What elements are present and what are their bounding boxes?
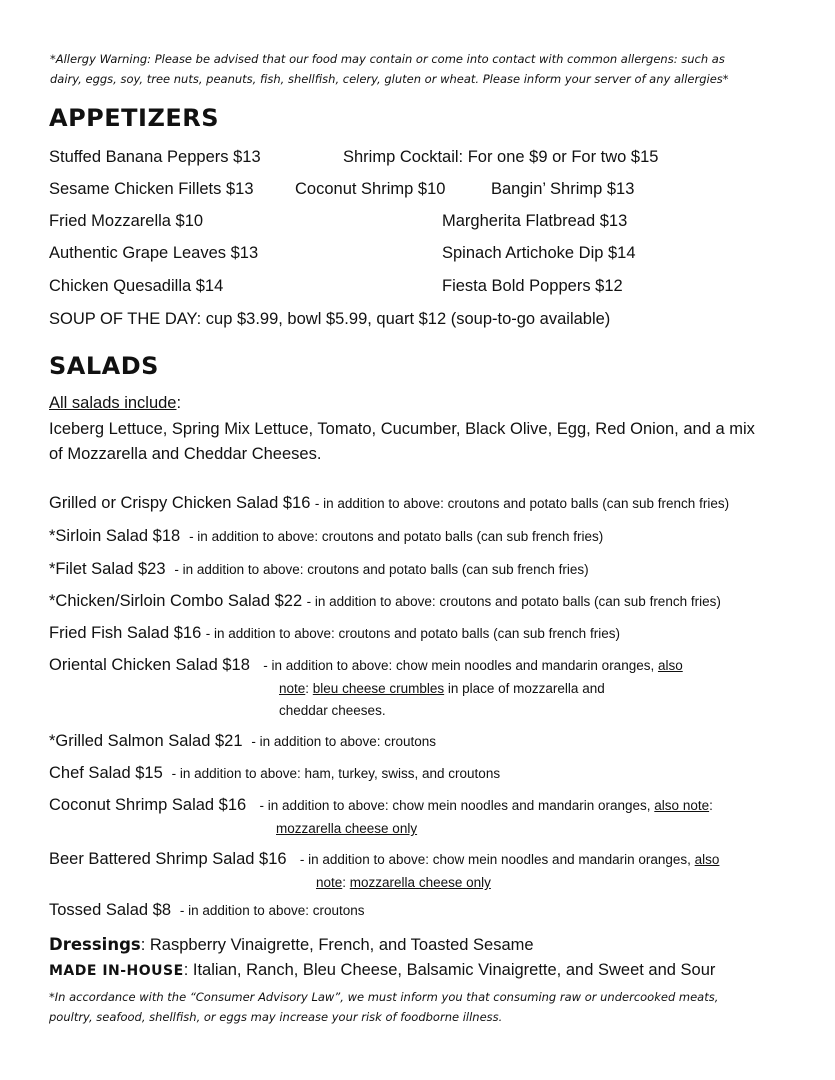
salad-desc-underlined: mozzarella cheese only: [349, 875, 491, 890]
salad-desc-colon: :: [305, 681, 313, 696]
salads-include-colon: :: [176, 394, 182, 412]
salad-desc-line2: [279, 681, 605, 696]
appetizer-item: Authentic Grape Leaves $13: [49, 244, 259, 262]
salad-desc-underlined: note: [316, 875, 343, 890]
appetizer-item: Spinach Artichoke Dip $14: [442, 244, 636, 262]
salad-name: Grilled or Crispy Chicken Salad $16: [49, 494, 311, 512]
salad-desc: - in addition to above: croutons and potato balls (can sub french fries): [174, 562, 589, 577]
salads-include-label-text: All salads include: [49, 394, 177, 412]
salad-name: Tossed Salad $8: [49, 901, 172, 919]
dressings-text: : Raspberry Vinaigrette, French, and Toasted Sesame: [140, 936, 534, 954]
salad-desc-underlined: also note: [654, 798, 710, 813]
salad-name: Oriental Chicken Salad $18: [49, 656, 250, 674]
consumer-advisory: [49, 987, 718, 1027]
soup-of-the-day: SOUP OF THE DAY: cup $3.99, bowl $5.99, quart $12 (soup-to-go available): [49, 310, 611, 328]
allergy-warning-line1: *Allergy Warning: Please be advised that our food may contain or come into contact with common allergens: such as: [50, 52, 725, 66]
appetizer-item: Bangin’ Shrimp $13: [491, 180, 635, 198]
salad-desc: - in addition to above: croutons and potato balls (can sub french fries): [314, 496, 730, 511]
salads-include-line1: Iceberg Lettuce, Spring Mix Lettuce, Tomato, Cucumber, Black Olive, Egg, Red Onion, and a mix: [49, 420, 755, 438]
appetizer-item: Margherita Flatbread $13: [442, 212, 628, 230]
salad-desc-line2: [316, 875, 491, 890]
salad-row: [49, 796, 713, 815]
salads-include-label: [49, 394, 181, 413]
salad-desc-rest: in place of mozzarella and: [444, 681, 605, 696]
appetizers-heading: APPETIZERS: [49, 104, 220, 132]
salad-desc-underlined: also: [694, 852, 720, 867]
salad-row: [49, 732, 436, 751]
dressings-line: [49, 935, 534, 955]
appetizer-item: Coconut Shrimp $10: [295, 180, 446, 198]
made-in-house-line: [49, 961, 715, 980]
salad-desc: - in addition to above: chow mein noodles and mandarin oranges,: [259, 798, 655, 813]
salad-desc: - in addition to above: croutons and potato balls (can sub french fries): [189, 529, 604, 544]
salad-row: [49, 624, 620, 643]
appetizer-item: Chicken Quesadilla $14: [49, 277, 224, 295]
salad-row: [49, 560, 589, 579]
appetizer-item: Shrimp Cocktail: For one $9 or For two $15: [343, 148, 659, 166]
allergy-warning-line2: dairy, eggs, soy, tree nuts, peanuts, fish, shellfish, celery, gluten or wheat. Please inform your server of any allergies*: [50, 72, 729, 86]
salad-desc-line2: [276, 821, 417, 836]
salad-row: [49, 494, 729, 513]
salad-name: *Filet Salad $23: [49, 560, 166, 578]
salad-desc: - in addition to above: croutons and potato balls (can sub french fries): [306, 594, 721, 609]
salads-include-line2: of Mozzarella and Cheddar Cheeses.: [49, 445, 322, 463]
made-in-house-label: MADE IN-HOUSE: [49, 963, 184, 979]
salad-name: *Chicken/Sirloin Combo Salad $22: [49, 592, 303, 610]
salad-row: [49, 592, 721, 611]
appetizer-item: Sesame Chicken Fillets $13: [49, 180, 254, 198]
consumer-advisory-line2: poultry, seafood, shellfish, or eggs may increase your risk of foodborne illness.: [49, 1010, 503, 1024]
salad-desc: - in addition to above: chow mein noodles and mandarin oranges,: [263, 658, 658, 673]
salad-desc-underlined: note: [279, 681, 306, 696]
appetizer-item: Fried Mozzarella $10: [49, 212, 204, 230]
salad-name: *Sirloin Salad $18: [49, 527, 181, 545]
salads-heading: SALADS: [49, 352, 159, 380]
salad-row: [49, 850, 719, 869]
made-in-house-text: : Italian, Ranch, Bleu Cheese, Balsamic Vinaigrette, and Sweet and Sour: [183, 961, 716, 979]
salad-name: Fried Fish Salad $16: [49, 624, 202, 642]
salad-row: [49, 764, 500, 783]
salad-desc: - in addition to above: ham, turkey, swiss, and croutons: [171, 766, 501, 781]
salad-desc-colon: :: [342, 875, 350, 890]
allergy-warning: [50, 49, 729, 89]
salad-name: Chef Salad $15: [49, 764, 163, 782]
dressings-label: Dressings: [49, 935, 141, 954]
salad-desc: - in addition to above: croutons: [179, 903, 365, 918]
salad-desc: - in addition to above: croutons: [251, 734, 437, 749]
consumer-advisory-line1: *In accordance with the “Consumer Advisory Law”, we must inform you that consuming raw or undercooked meats,: [49, 990, 719, 1004]
appetizer-item: Stuffed Banana Peppers $13: [49, 148, 261, 166]
salad-row: [49, 901, 365, 920]
salad-name: *Grilled Salmon Salad $21: [49, 732, 243, 750]
salad-row: [49, 527, 603, 546]
salad-desc: - in addition to above: chow mein noodles and mandarin oranges,: [299, 852, 695, 867]
appetizer-item: Fiesta Bold Poppers $12: [442, 277, 623, 295]
salad-name: Beer Battered Shrimp Salad $16: [49, 850, 287, 868]
salad-desc-underlined: bleu cheese crumbles: [312, 681, 445, 696]
salad-desc-colon: :: [709, 798, 713, 813]
salad-desc-underlined: also: [657, 658, 683, 673]
salad-name: Coconut Shrimp Salad $16: [49, 796, 247, 814]
salad-row: [49, 656, 683, 675]
salad-desc-underlined: mozzarella cheese only: [276, 821, 418, 836]
salad-desc: - in addition to above: croutons and potato balls (can sub french fries): [205, 626, 620, 641]
salad-desc-line3: cheddar cheeses.: [279, 703, 386, 718]
